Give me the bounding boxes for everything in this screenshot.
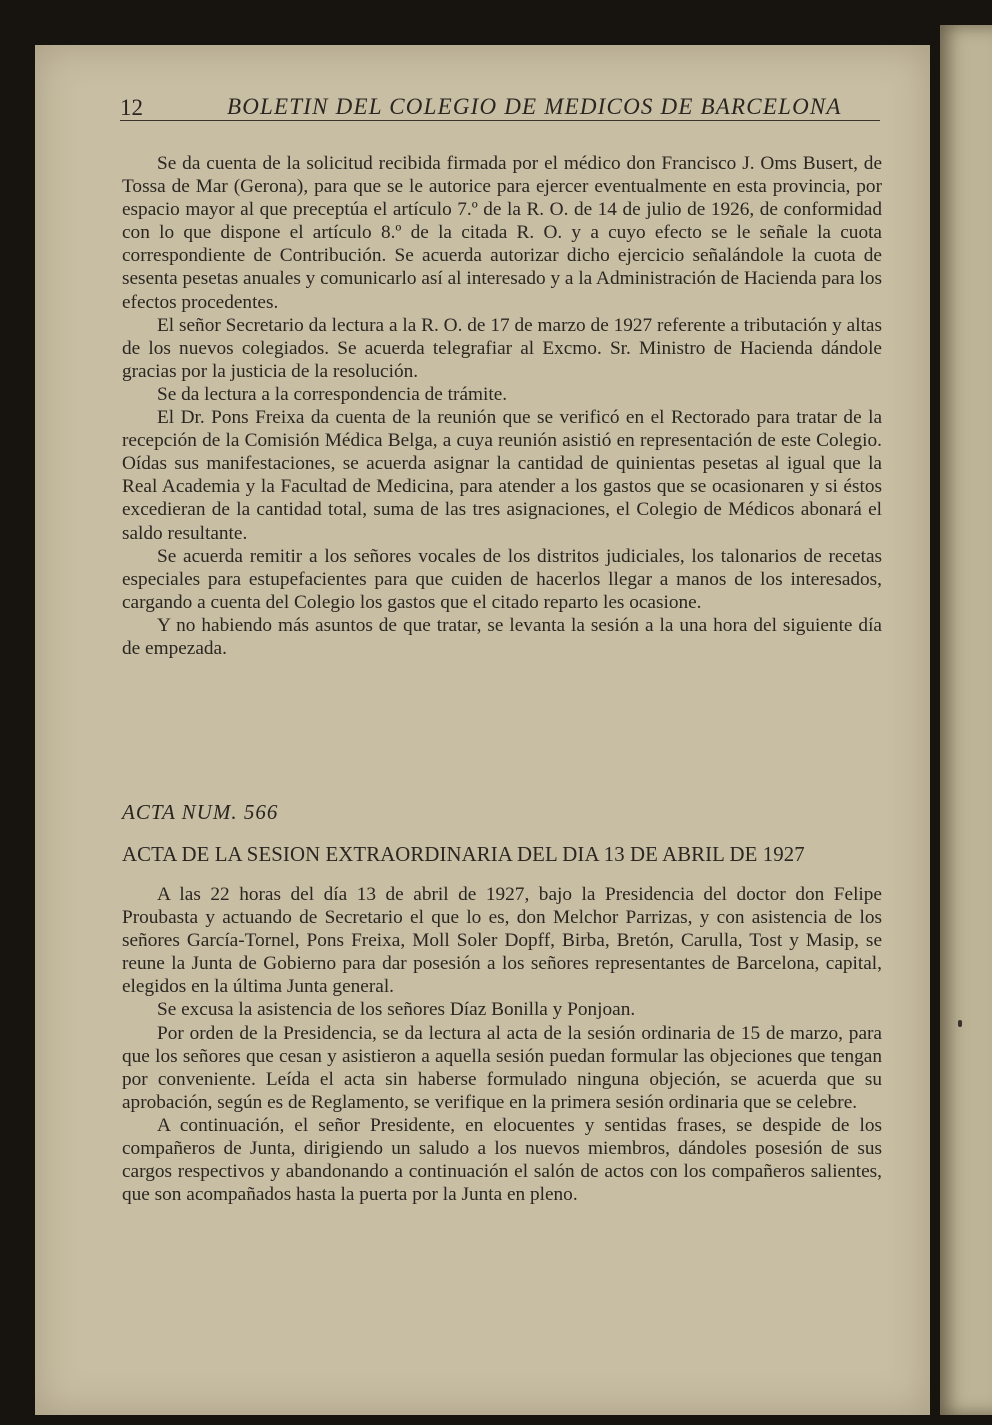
paragraph: Y no habiendo más asuntos de que tratar, se levanta la sesión a la una hora del siguiente día de empezada. — [122, 614, 882, 659]
paragraph: Se excusa la asistencia de los señores Díaz Bonilla y Ponjoan. — [157, 999, 636, 1021]
act-title-heading: ACTA DE LA SESION EXTRAORDINARIA DEL DIA 13 DE ABRIL DE 1927 — [122, 843, 805, 866]
paragraph: Se da lectura a la correspondencia de trámite. — [157, 383, 508, 405]
act-number-heading: ACTA NUM. 566 — [122, 800, 279, 824]
ink-speck — [958, 1020, 962, 1027]
facing-page-edge — [940, 25, 992, 1415]
paragraph: Por orden de la Presidencia, se da lectura al acta de la sesión ordinaria de 15 de marzo, para que los señores que cesan y asistieron a aquella sesión puedan formular las objeciones que tengan por conveniente. Leída el acta sin haberse formulado ninguna objeción, se acuerda que su aprobación, según es de Reglamento, se verifique en la primera sesión ordinaria que se celebre. — [122, 1022, 882, 1113]
paragraph: A las 22 horas del día 13 de abril de 1927, bajo la Presidencia del doctor don Felipe Proubasta y actuando de Secretario el que lo es, don Melchor Parrizas, y con asistencia de los señores García-Tornel, Pons Freixa, Moll Soler Dopff, Birba, Bretón, Carulla, Tost y Masip, se reune la Junta de Gobierno para dar posesión a los señores representantes de Barcelona, capital, elegidos en la última Junta general. — [122, 884, 882, 998]
minutes-section-2 — [122, 883, 882, 1206]
paragraph: El Dr. Pons Freixa da cuenta de la reunión que se verificó en el Rectorado para tratar de la recepción de la Comisión Médica Belga, a cuya reunión asistió en representación de este Colegio. Oídas sus manifestaciones, se acuerda asignar la cantidad de quinientas pesetas al igual que la Real Academia y la Facultad de Medicina, para atender a los gastos que se ocasionaren y si éstos excedieran de la cantidad total, suma de las tres asignaciones, el Colegio de Médicos abonará el saldo resultante. — [122, 407, 882, 544]
running-title: BOLETIN DEL COLEGIO DE MEDICOS DE BARCELONA — [227, 94, 842, 119]
paragraph: El señor Secretario da lectura a la R. O. de 17 de marzo de 1927 referente a tributación y altas de los nuevos colegiados. Se acuerda telegrafiar al Excmo. Sr. Ministro de Hacienda dándole gracias por la justicia de la resolución. — [122, 314, 882, 382]
page-number: 12 — [120, 95, 143, 120]
document-page — [35, 45, 930, 1415]
paragraph: Se da cuenta de la solicitud recibida firmada por el médico don Francisco J. Oms Busert, de Tossa de Mar (Gerona), para que se le autorice para ejercer eventualmente en esta provincia, por espacio mayor al que preceptúa el artículo 7.º de la R. O. de 14 de julio de 1926, de conformidad con lo que dispone el artículo 8.º de la citada R. O. y a cuyo efecto se le señale la cuota correspondiente de Contribución. Se acuerda autorizar dicho ejercicio señalándole la cuota de sesenta pesetas anuales y comunicarlo así al interesado y a la Administración de Hacienda para los efectos procedentes. — [122, 153, 882, 313]
running-header — [120, 90, 880, 121]
paragraph: A continuación, el señor Presidente, en elocuentes y sentidas frases, se despide de los compañeros de Junta, dirigiendo un saludo a los nuevos miembros, dándoles posesión de sus cargos respectivos y abandonando a continuación el salón de actos con los compañeros salientes, que son acompañados hasta la puerta por la Junta en pleno. — [122, 1114, 882, 1206]
minutes-section-1 — [122, 152, 882, 660]
paragraph: Se acuerda remitir a los señores vocales de los distritos judiciales, los talonarios de recetas especiales para estupefacientes para que cuiden de hacerlos llegar a manos de los interesados, cargando a cuenta del Colegio los gastos que el citado reparto les ocasione. — [122, 545, 882, 613]
